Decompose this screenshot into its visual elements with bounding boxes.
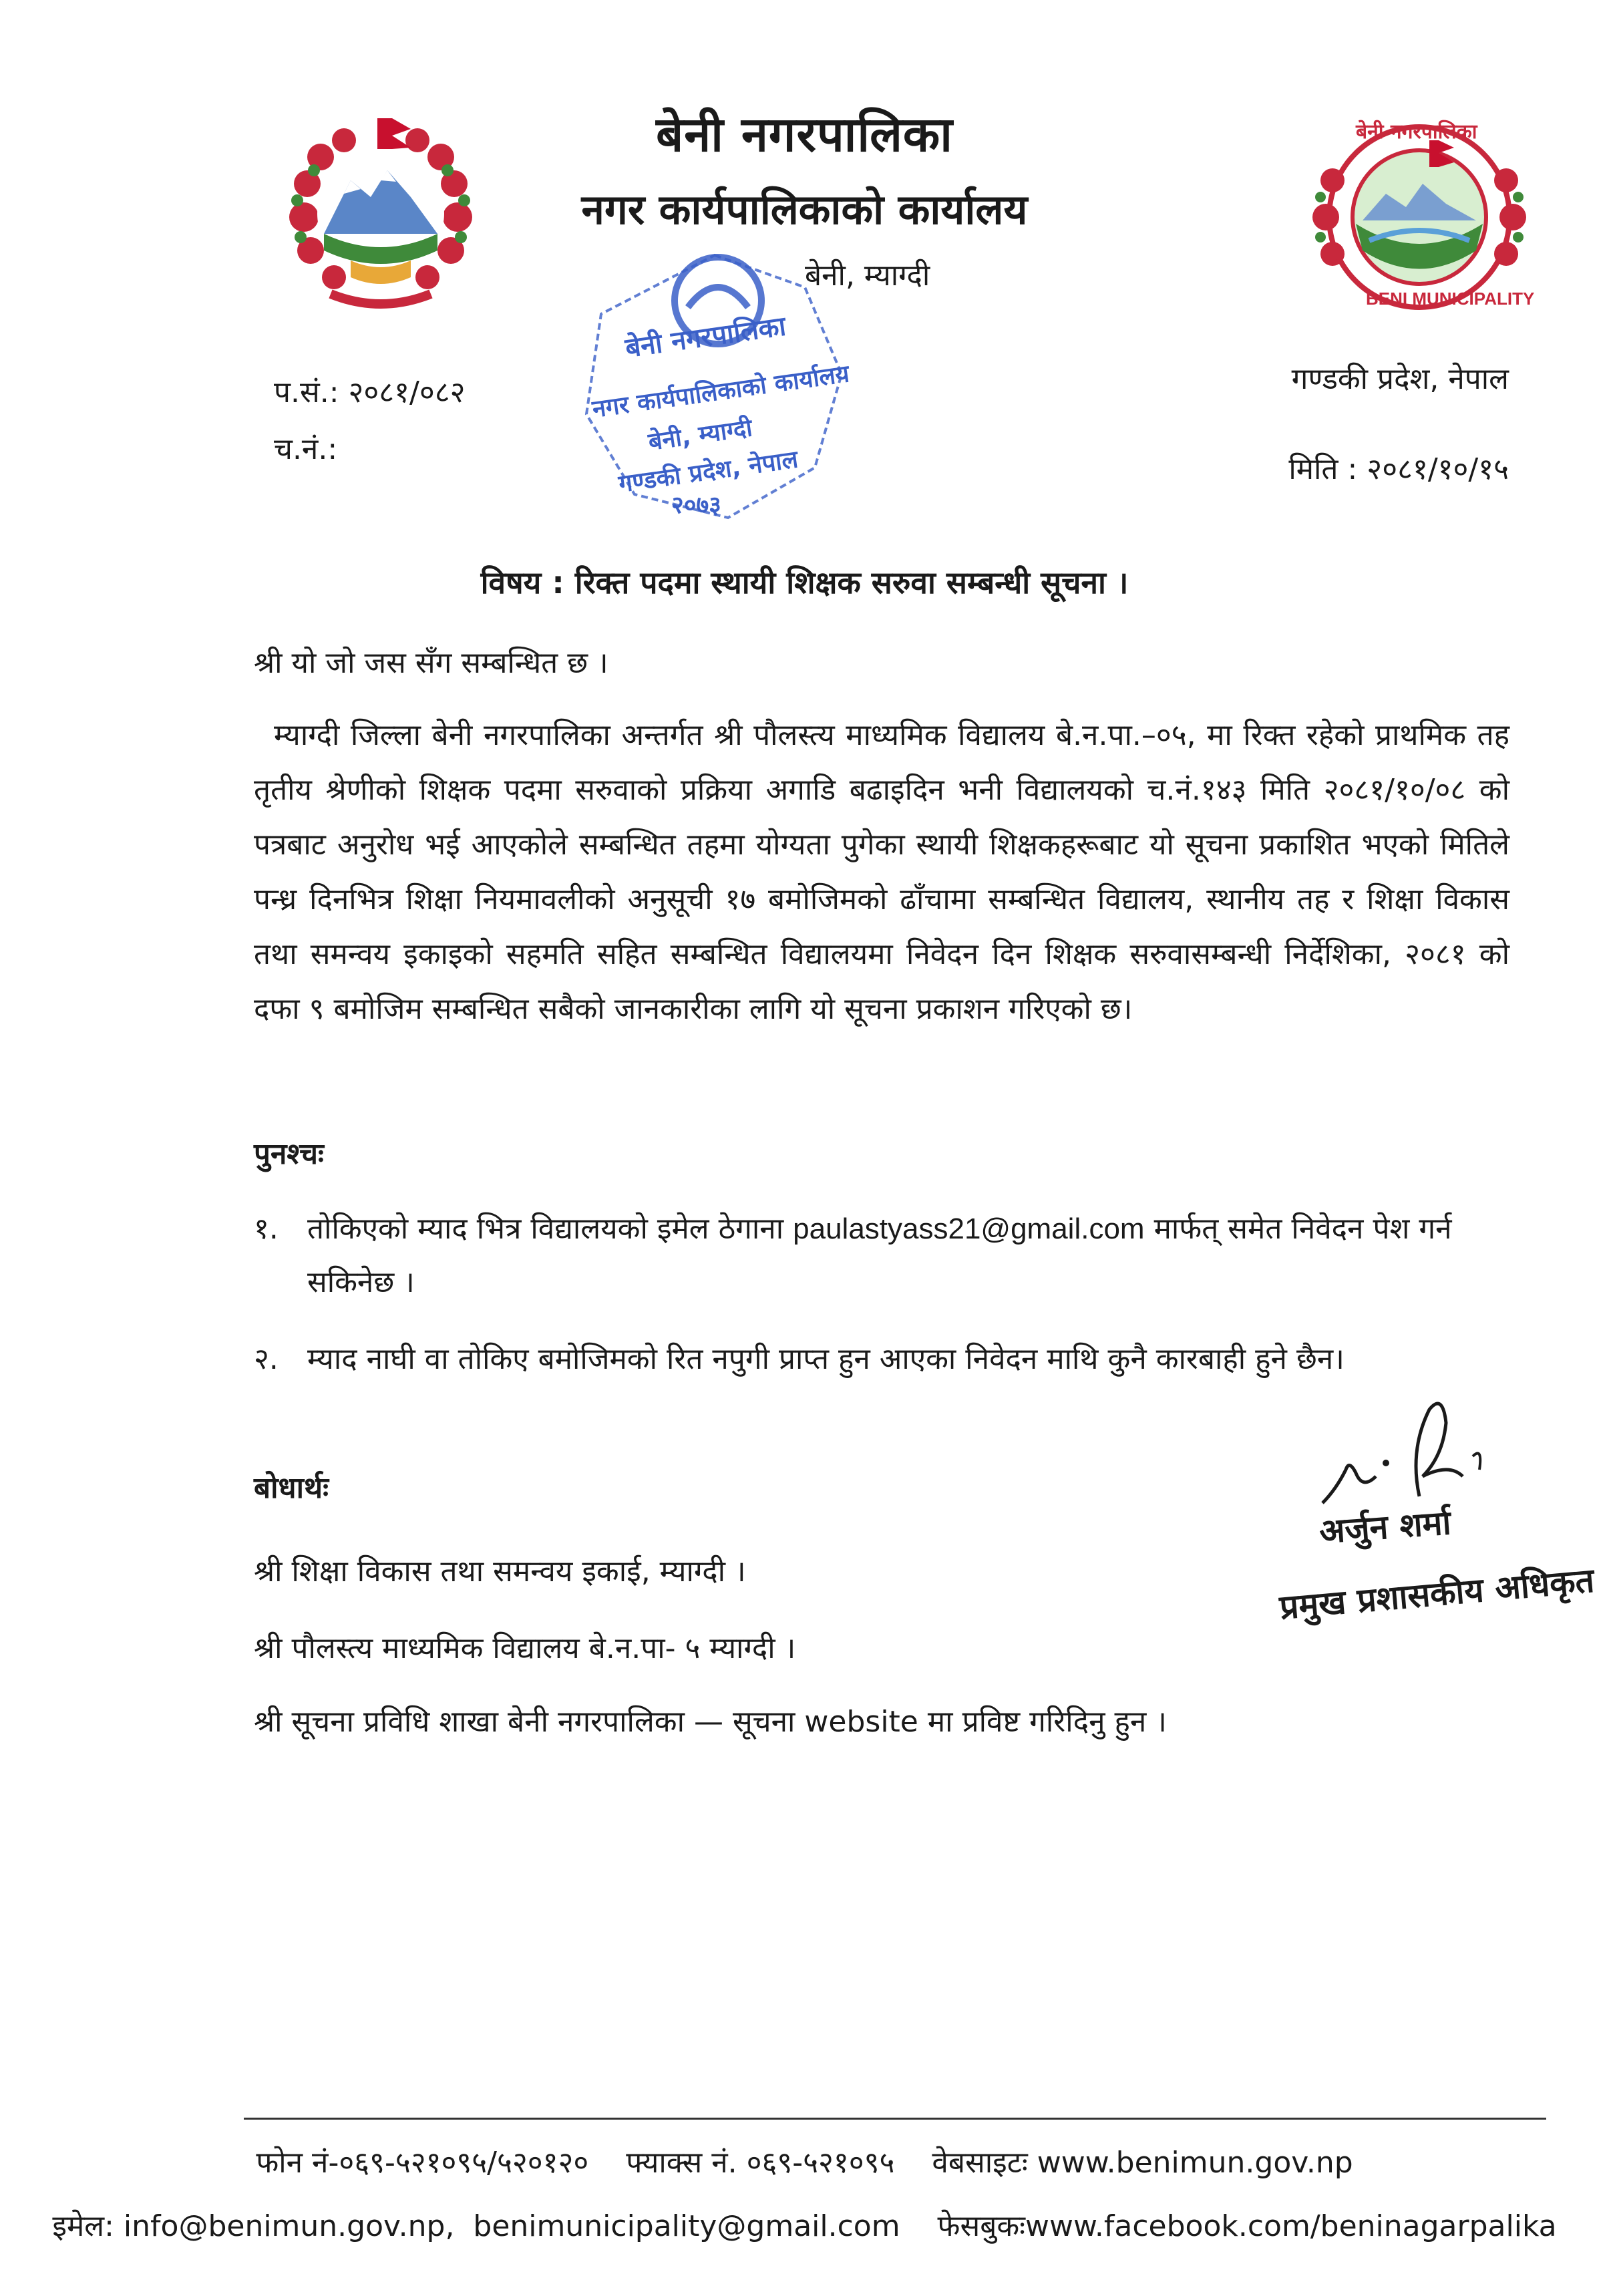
cc-heading: बोधार्थः	[254, 1471, 329, 1505]
stamp-line4: गण्डकी प्रदेश, नेपाल	[616, 446, 800, 498]
footer-divider	[244, 2118, 1546, 2120]
reference-number: प.सं.: २०८१/०८२	[274, 375, 466, 409]
stamp-line3: बेनी, म्याग्दी	[647, 414, 754, 456]
note-text: म्याद नाघी वा तोकिए बमोजिमको रित नपुगी प्राप्त हुन आएका निवेदन माथि कुनै कारबाही हुने छैन।	[307, 1342, 1345, 1376]
note-number: १.	[254, 1212, 279, 1246]
office-title: नगर कार्यपालिकाको कार्यालय	[581, 185, 1028, 234]
stamp-line2: नगर कार्यपालिकाको कार्यालय	[590, 360, 852, 424]
cc-item: श्री सूचना प्रविधि शाखा बेनी नगरपालिका — सूचना website मा प्रविष्ट गरिदिनु हुन ।	[254, 1705, 1167, 1739]
municipality-title: बेनी नगरपालिका	[656, 106, 953, 162]
cc-item: श्री पौलस्त्य माध्यमिक विद्यालय बे.न.पा- ५ म्याग्दी ।	[254, 1631, 796, 1665]
salutation: श्री यो जो जस सँग सम्बन्धित छ ।	[254, 646, 608, 680]
stamp-line5: २०७३	[671, 492, 721, 519]
notice-body: म्याग्दी जिल्ला बेनी नगरपालिका अन्तर्गत श्री पौलस्त्य माध्यमिक विद्यालय बे.न.पा.–०५, मा रिक्त रहेको प्राथमिक तह तृतीय श्रेणीको शिक्षक पदमा सरुवाको प्रक्रिया अगाडि बढाइदिन भनी विद्यालयको च.नं.१४३ मिति २०८१/१०/०८ को पत्रबाट अनुरोध भई आएकोले सम्बन्धित तहमा योग्यता पुगेका स्थायी शिक्षकहरूबाट यो सूचना प्रकाशित भएको मितिले पन्ध्र दिनभित्र शिक्षा नियमावलीको अनुसूची १७ बमोजिमको ढाँचामा सम्बन्धित विद्यालय, स्थानीय तह र शिक्षा विकास तथा समन्वय इकाइको सहमति सहित सम्बन्धित विद्यालयमा निवेदन दिन शिक्षक सरुवासम्बन्धी निर्देशिका, २०८१ को दफा ९ बमोजिम सम्बन्धित सबैको जानकारीका लागि यो सूचना प्रकाशन गरिएको छ।	[254, 718, 1509, 1026]
footer-contact-line: फोन नं-०६९-५२१०९५/५२०१२० फ्याक्स नं. ०६९-५२१०९५ वेबसाइटः www.benimun.gov.np	[256, 2146, 1353, 2180]
stamp-line1: बेनी नगरपालिका	[623, 311, 788, 364]
note-text-before: तोकिएको म्याद भित्र विद्यालयको इमेल ठेगाना	[307, 1212, 784, 1246]
letter-date: मिति : २०८१/१०/१५	[1288, 452, 1509, 486]
office-location: बेनी, म्याग्दी	[805, 259, 930, 293]
postscript-note	[254, 1333, 1509, 1386]
postscript-note	[254, 1202, 1509, 1309]
logo-text-bottom: BENI MUNICIPALITY	[1366, 289, 1535, 309]
logo-text-top: बेनी नगरपालिका	[1356, 120, 1477, 144]
cc-item: श्री शिक्षा विकास तथा समन्वय इकाई, म्याग्दी ।	[254, 1554, 746, 1589]
note-text-after: मार्फत् समेत निवेदन पेश गर्न सकिनेछ ।	[307, 1212, 1452, 1299]
note-text	[254, 1202, 1509, 1309]
postscript-heading: पुनश्चः	[254, 1137, 324, 1171]
signatory-name: अर्जुन शर्मा	[1318, 1503, 1453, 1551]
school-email: paulastyass21@gmail.com	[793, 1212, 1145, 1245]
footer-email-line: इमेल: info@benimun.gov.np, benimunicipality@gmail.com फेसबुकःwww.facebook.com/beninagarpalika	[52, 2209, 1557, 2243]
subject-line: विषय : रिक्त पदमा स्थायी शिक्षक सरुवा सम्बन्धी सूचना ।	[480, 564, 1129, 601]
signatory-title: प्रमुख प्रशासकीय अधिकृत	[1278, 1561, 1596, 1627]
dispatch-number: च.नं.:	[274, 432, 338, 466]
province-label: गण्डकी प्रदेश, नेपाल	[1291, 362, 1509, 396]
note-number: २.	[254, 1342, 279, 1376]
